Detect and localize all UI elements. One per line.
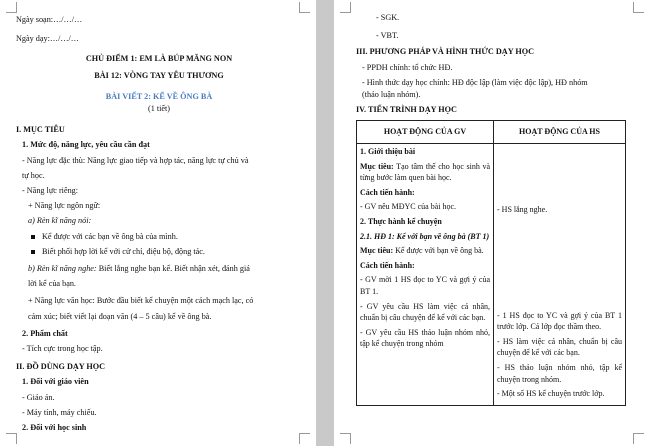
table-cell-label: Mục tiêu: [360,246,394,256]
crop-mark [633,433,644,444]
paragraph-text: - Giáo án. [22,392,55,402]
crop-mark [633,2,644,13]
table-cell-span: Kể được với bạn về ông bà. [393,246,484,256]
subsection-heading: 2. Đối với học sinh [22,423,87,433]
crop-mark [6,2,17,13]
subsection-heading: 2. Phẩm chất [22,328,68,338]
lesson-subtitle: BÀI VIẾT 2: KỂ VỀ ÔNG BÀ [105,91,213,101]
paragraph-text: - Năng lực đặc thù: Năng lực giao tiếp và hợp tác, năng lực tự chủ và [22,155,249,165]
table-cell-span: 2.1. HĐ 1: Kể với bạn về ông bà (BT 1) [360,231,490,241]
table-cell-text: - GV nêu MĐYC của bài học. [360,202,457,212]
paragraph-text: - PPDH chính: tổ chức HĐ. [362,62,453,72]
table-cell-text: - Một số HS kể chuyện trước lớp. [497,389,605,399]
table-cell-heading: Cách tiến hành: [360,187,415,197]
paragraph-text: - Máy tính, máy chiếu. [22,407,97,417]
paragraph-text: - Hình thức dạy học chính: HĐ độc lập (làm việc độc lập), HĐ nhóm [362,77,588,87]
subsection-heading: 1. Mức độ, năng lực, yêu cầu cần đạt [22,140,150,150]
table-cell-text: - GV yêu cầu HS thảo luận nhóm nhỏ, tập kể chuyện trong nhóm [360,327,490,349]
table-cell-label: Mục tiêu: [360,161,394,171]
section-heading: I. MỤC TIÊU [16,125,65,135]
paragraph-text: tự học. [22,170,45,180]
paragraph-text: - VBT. [376,31,399,41]
table-cell-gv [357,144,494,406]
document-page-left [0,0,316,446]
table-cell-heading: 2. Thực hành kể chuyện [360,216,442,226]
paragraph-label: b) Rèn kĩ năng nghe: [28,264,97,274]
table-row [357,144,626,406]
crop-mark [340,2,351,13]
paragraph-text: cảm xúc; biết viết lại đoạn văn (4 – 5 câu) kể về ông bà. [28,311,212,321]
table-cell-text: - HS lắng nghe. [497,205,548,215]
section-heading: IV. TIẾN TRÌNH DẠY HỌC [356,105,457,115]
crop-mark [299,433,310,444]
section-heading: II. ĐỒ DÙNG DẠY HỌC [16,362,106,372]
crop-mark [340,433,351,444]
paragraph-text: + Năng lực ngôn ngữ: [28,201,101,211]
lesson-title: BÀI 12: VÒNG TAY YÊU THƯƠNG [94,70,224,80]
document-page-right [334,0,650,446]
paragraph-text: (thảo luận nhóm). [362,90,421,100]
paragraph-span: Biết lắng nghe bạn kể. Biết nhận xét, đánh giá [96,264,250,274]
table-cell-hs [494,144,626,406]
date-taught: Ngày dạy:…/…/… [16,34,79,44]
table-header-row [357,121,626,144]
section-heading: III. PHƯƠNG PHÁP VÀ HÌNH THỨC DẠY HỌC [356,47,535,57]
table-cell-text: - HS làm việc cá nhân, chuẩn bị câu chuyện để kể với các bạn. [497,336,622,358]
table-header-gv: HOẠT ĐỘNG CỦA GV [357,121,494,144]
table-cell-span: Tạo tâm thế cho học sinh và từng bước làm quen bài học. [360,161,490,183]
table-cell-text: - 1 HS đọc to YC và gợi ý của BT 1 trước lớp. Cả lớp đọc thầm theo. [497,310,622,332]
crop-mark [6,433,17,444]
paragraph-text [16,263,302,275]
date-prepared: Ngày soạn:…/…/… [16,15,83,24]
bullet-item: Kể được với các bạn về ông bà của mình. [16,231,302,243]
table-cell-text [360,161,490,184]
lesson-plan-table [356,120,626,405]
table-cell-text: - GV mời 1 HS đọc to YC và gợi ý của BT 1. [360,275,490,296]
crop-mark [299,2,310,13]
table-header-hs: HOẠT ĐỘNG CỦA HS [494,121,626,144]
theme-title: CHỦ ĐIỂM 1: EM LÀ BÚP MĂNG NON [85,54,233,64]
paragraph-text: - Năng lực riêng: [22,186,79,196]
table-cell-text [360,245,490,257]
table-cell-heading: 1. Giới thiệu bài [360,147,416,157]
paragraph-text: lời kể của bạn. [28,279,76,289]
table-cell-text: - GV yêu cầu HS làm việc cá nhân, chuẩn bị câu chuyện để kể với các bạn. [360,301,490,323]
table-cell-text: - HS thảo luận nhóm nhỏ, tập kể chuyện trong nhóm. [497,362,622,384]
table-cell-heading [360,231,490,243]
table-cell-heading: Cách tiến hành: [360,260,415,270]
paragraph-text: - SGK. [376,13,400,22]
paragraph-text: a) Rèn kĩ năng nói: [28,216,92,226]
page-gap [316,0,334,446]
lesson-duration: (1 tiết) [147,104,171,114]
paragraph-text: - Tích cực trong học tập. [22,344,103,354]
subsection-heading: 1. Đối với giáo viên [22,377,89,387]
paragraph-text: + Năng lực văn học: Bước đầu biết kể chuyện một cách mạch lạc, có [28,296,254,306]
bullet-item: Biết phối hợp lời kể với cử chỉ, điệu bộ, động tác. [16,246,302,258]
